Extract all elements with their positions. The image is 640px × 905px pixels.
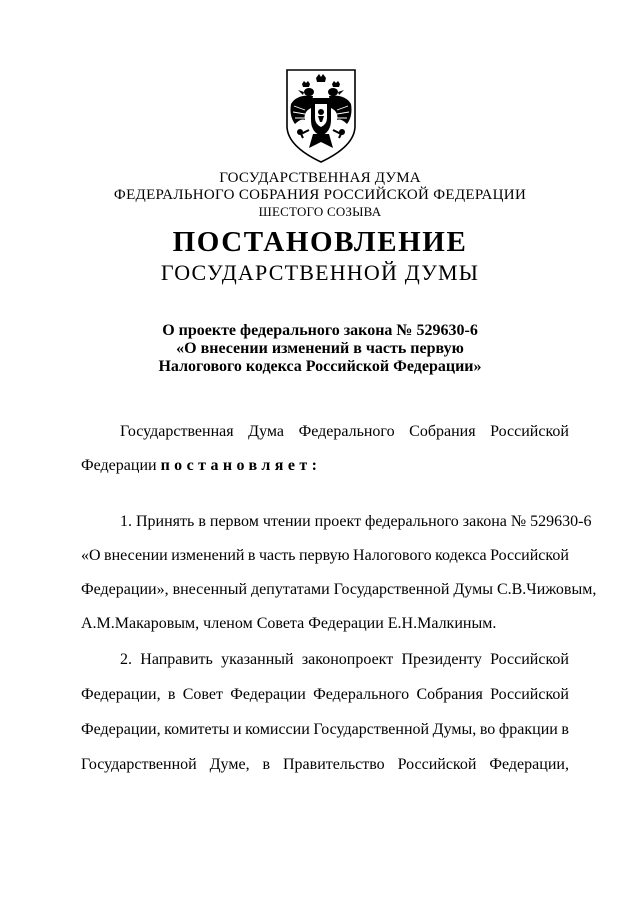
- item-2-line: Федерации, в Совет Федерации Федерального Собрания Российской: [81, 686, 569, 703]
- preamble-line: Федерации постановляет:: [81, 457, 322, 474]
- title-line: «О внесении изменений в часть первую: [176, 340, 464, 357]
- item-1-line: 1. Принять в первом чтении проект федерального закона № 529630-6: [120, 513, 592, 530]
- item-1-line: «О внесении изменений в часть первую Налогового кодекса Российской: [81, 547, 569, 564]
- organization-name: ГОСУДАРСТВЕННАЯ ДУМА: [219, 170, 421, 186]
- coat-of-arms-emblem: [283, 68, 359, 164]
- document-issuer: ГОСУДАРСТВЕННОЙ ДУМЫ: [160, 260, 480, 285]
- preamble-line: Государственная Дума Федерального Собрания Российской: [120, 423, 569, 440]
- resolves-text: постановляет:: [160, 457, 322, 474]
- document-type: ПОСТАНОВЛЕНИЕ: [172, 226, 468, 258]
- document-title: [0, 322, 640, 376]
- title-line: Налогового кодекса Российской Федерации»: [158, 358, 482, 375]
- item-2-line: Государственной Думе, в Правительство Российской Федерации,: [81, 756, 569, 773]
- item-1-line: Федерации», внесенный депутатами Государственной Думы С.В.Чижовым,: [81, 581, 597, 598]
- convocation: ШЕСТОГО СОЗЫВА: [258, 204, 382, 219]
- organization-full-name: ФЕДЕРАЛЬНОГО СОБРАНИЯ РОССИЙСКОЙ ФЕДЕРАЦИИ: [113, 187, 527, 203]
- item-2-line: 2. Направить указанный законопроект Президенту Российской: [120, 651, 569, 668]
- item-1-line: А.М.Макаровым, членом Совета Федерации Е.Н.Малкиным.: [81, 615, 497, 632]
- title-line: О проекте федерального закона № 529630-6: [162, 322, 478, 339]
- item-2-line: Федерации, комитеты и комиссии Государственной Думы, во фракции в: [81, 721, 569, 738]
